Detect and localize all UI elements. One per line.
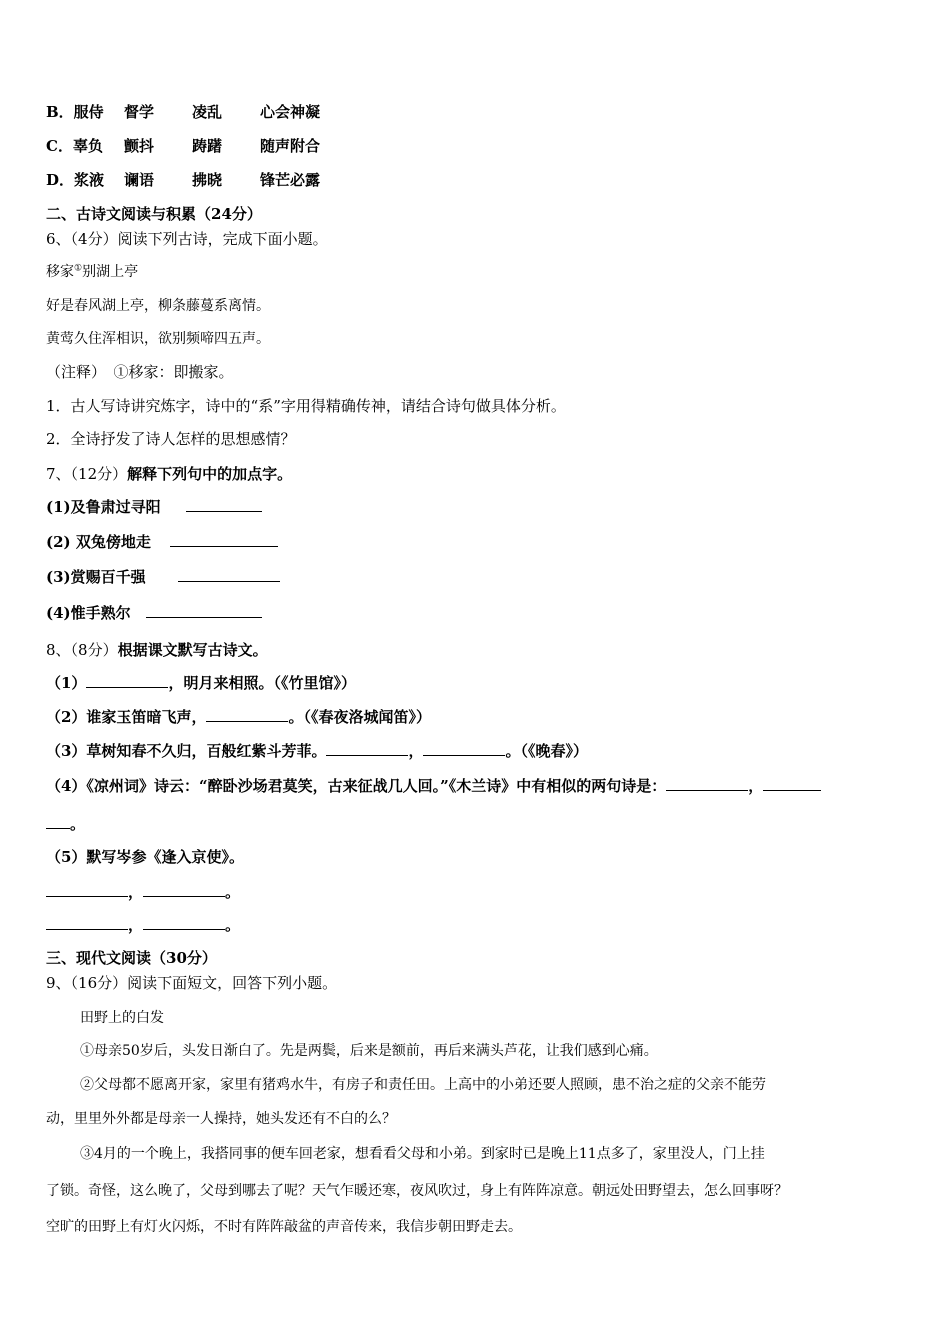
option-word: 踌躇 <box>192 137 223 155</box>
section3-title: 三、现代文阅读（30分） <box>46 949 217 967</box>
q8-number: 8、（8分） <box>46 641 118 659</box>
poem-title-b: 别湖上亭 <box>82 264 139 280</box>
q8-text: 。 <box>70 815 86 833</box>
q8-line-3 <box>46 741 588 761</box>
q7-item-3 <box>46 567 280 587</box>
poem-line: 黄莺久住浑相识，欲别频啼四五声。 <box>46 331 270 347</box>
poem-title <box>46 262 138 282</box>
answer-blank[interactable] <box>143 915 225 930</box>
answer-blank[interactable] <box>143 882 225 897</box>
q8-text: （2）谁家玉笛暗飞声， <box>46 708 207 726</box>
q8-text: 。（《晚春》） <box>505 742 588 760</box>
option-word: 谰语 <box>124 171 155 189</box>
option-word: 心会神凝 <box>260 103 321 121</box>
q8-line-4 <box>46 776 821 796</box>
option-word: 凌乱 <box>192 103 223 121</box>
article-paragraph: ①母亲50岁后，头发日渐白了。先是两鬓，后来是额前，再后来满头芦花，让我们感到心痛。 <box>80 1043 658 1059</box>
q7-item-text: (3)赏赐百千强 <box>46 568 146 586</box>
q8-instruction: 根据课文默写古诗文。 <box>117 641 268 659</box>
q8-text: ， <box>128 883 144 901</box>
answer-blank[interactable] <box>86 673 168 688</box>
q6-stem: 6、（4分）阅读下列古诗，完成下面小题。 <box>46 230 328 248</box>
answer-blank[interactable] <box>46 882 128 897</box>
poem-title-a: 移家 <box>46 264 74 280</box>
q8-text: ， <box>748 777 764 795</box>
q8-line-5: （5）默写岑参《逢入京使》。 <box>46 848 244 866</box>
option-word: 锋芒必露 <box>260 171 321 189</box>
answer-blank[interactable] <box>46 814 70 829</box>
q8-text: 。（《春夜洛城闻笛》） <box>288 708 431 726</box>
q7-item-2 <box>46 532 278 552</box>
q8-text: 。 <box>225 916 241 934</box>
option-word: 督学 <box>124 103 155 121</box>
q7-number: 7、（12分） <box>46 465 128 483</box>
article-title: 田野上的白发 <box>80 1010 164 1026</box>
q8-line-6 <box>46 882 240 902</box>
answer-blank[interactable] <box>170 532 278 547</box>
answer-blank[interactable] <box>146 603 262 618</box>
answer-blank[interactable] <box>178 567 280 582</box>
option-label: D．浆液 <box>46 171 105 189</box>
q8-text: 。 <box>225 883 241 901</box>
q7-item-4 <box>46 603 262 623</box>
option-b <box>46 102 320 122</box>
answer-blank[interactable] <box>423 741 505 756</box>
q7-item-text: (1)及鲁肃过寻阳 <box>46 498 161 516</box>
q7-stem <box>46 464 292 484</box>
q6-sub2: 2．全诗抒发了诗人怎样的思想感情？ <box>46 430 296 448</box>
q7-item-text: (4)惟手熟尔 <box>46 604 131 622</box>
q6-sub1: 1．古人写诗讲究炼字，诗中的“系”字用得精确传神，请结合诗句做具体分析。 <box>46 397 566 415</box>
answer-blank[interactable] <box>763 776 821 791</box>
answer-blank[interactable] <box>46 915 128 930</box>
q8-text: ，明月来相照。（《竹里馆》） <box>168 674 356 692</box>
option-word: 随声附合 <box>260 137 321 155</box>
q8-line-2 <box>46 707 431 727</box>
q8-stem <box>46 640 268 660</box>
q8-line-7 <box>46 915 240 935</box>
article-paragraph-cont: 空旷的田野上有灯火闪烁，不时有阵阵敲盆的声音传来，我信步朝田野走去。 <box>46 1219 522 1235</box>
article-paragraph-cont: 了锁。奇怪，这么晚了，父母到哪去了呢？天气乍暖还寒，夜风吹过，身上有阵阵凉意。朝远处田野望去，怎么回事呀？ <box>46 1183 788 1199</box>
q8-text: ， <box>128 916 144 934</box>
article-paragraph-cont: 动，里里外外都是母亲一人操持，她头发还有不白的么？ <box>46 1111 396 1127</box>
note-mark: ① <box>74 263 83 274</box>
q8-line-4-cont <box>46 814 85 834</box>
q8-text: （1） <box>46 674 87 692</box>
q8-text: （4）《凉州词》诗云：“醉卧沙场君莫笑，古来征战几人回。”《木兰诗》中有相似的两句诗是： <box>46 777 667 795</box>
option-word: 颤抖 <box>124 137 155 155</box>
q8-text: ， <box>408 742 424 760</box>
section2-title: 二、古诗文阅读与积累（24分） <box>46 205 262 223</box>
q7-item-1 <box>46 497 262 517</box>
answer-blank[interactable] <box>666 776 748 791</box>
q8-text: （3）草树知春不久归，百般红紫斗芳菲。 <box>46 742 327 760</box>
option-c <box>46 136 320 156</box>
option-label: B．服侍 <box>46 103 104 121</box>
option-word: 拂晓 <box>192 171 223 189</box>
q8-line-1 <box>46 673 356 693</box>
article-paragraph: ②父母都不愿离开家，家里有猪鸡水牛，有房子和责任田。上高中的小弟还要人照顾，患不治之症的父亲不能劳 <box>80 1077 766 1093</box>
poem-line: 好是春风湖上亭，柳条藤蔓系离情。 <box>46 298 270 314</box>
answer-blank[interactable] <box>186 497 262 512</box>
option-d <box>46 170 320 190</box>
article-paragraph: ③4月的一个晚上，我搭同事的便车回老家，想看看父母和小弟。到家时已是晚上11点多了，家里没人，门上挂 <box>80 1146 765 1162</box>
q7-instruction: 解释下列句中的加点字。 <box>127 465 293 483</box>
answer-blank[interactable] <box>326 741 408 756</box>
option-label: C．辜负 <box>46 137 103 155</box>
poem-note: （注释） ①移家：即搬家。 <box>46 363 234 381</box>
q7-item-text: (2) 双兔傍地走 <box>46 533 151 551</box>
answer-blank[interactable] <box>206 707 288 722</box>
q9-stem: 9、（16分）阅读下面短文，回答下列小题。 <box>46 974 338 992</box>
